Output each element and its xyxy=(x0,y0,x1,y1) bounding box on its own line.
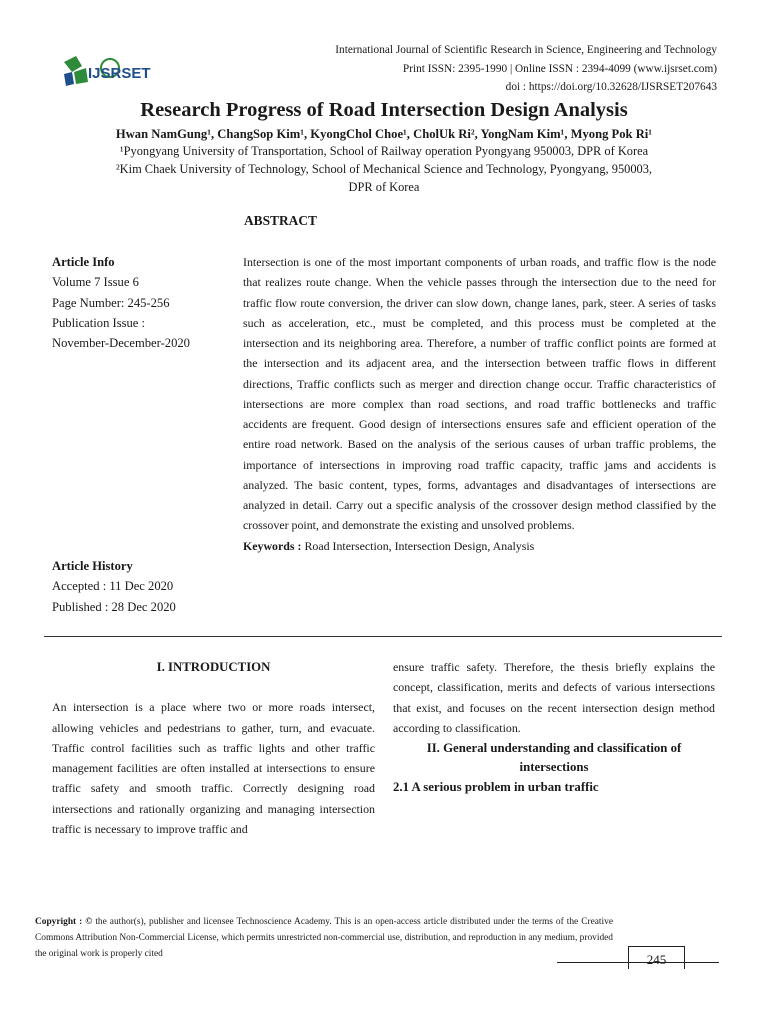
affiliation-2-cont: DPR of Korea xyxy=(348,180,420,194)
section-divider xyxy=(44,636,722,637)
copyright-notice xyxy=(35,914,613,963)
affiliation-1: ¹Pyongyang University of Transportation, School of Railway operation Pyongyang 950003, DPR of Korea xyxy=(119,144,649,158)
copyright-label: Copyright : © xyxy=(35,917,93,927)
article-info-heading: Article Info xyxy=(52,255,115,269)
logo-text: IJSRSET xyxy=(88,65,151,82)
keywords-line xyxy=(243,536,716,556)
page-number: 245 xyxy=(628,946,685,969)
volume: Volume 7 Issue 6 xyxy=(52,275,139,290)
intro-heading: I. INTRODUCTION xyxy=(156,660,271,674)
doi-link[interactable]: doi : https://doi.org/10.32628/IJSRSET207643 xyxy=(505,81,717,93)
keywords-label: Keywords : xyxy=(243,538,302,553)
journal-logo xyxy=(62,54,162,88)
published-date: Published : 28 Dec 2020 xyxy=(52,599,176,614)
keywords-value: Road Intersection, Intersection Design, Analysis xyxy=(304,538,535,553)
page-range: Page Number: 245-256 xyxy=(52,295,170,310)
journal-name: International Journal of Scientific Research in Science, Engineering and Technology xyxy=(335,44,717,56)
affiliation-2: ²Kim Chaek University of Technology, School of Mechanical Science and Technology, Pyongyang, 950003, xyxy=(115,162,653,176)
accepted-date: Accepted : 11 Dec 2020 xyxy=(52,579,174,594)
right-column xyxy=(393,657,715,797)
intro-column xyxy=(52,657,375,839)
author-list: Hwan NamGung¹, ChangSop Kim¹, KyongChol Choe¹, CholUk Ri², YongNam Kim¹, Myong Pok Ri¹ xyxy=(115,127,653,141)
publication-issue-value: November-December-2020 xyxy=(52,336,190,351)
intro-text: An intersection is a place where two or more roads intersect, allowing vehicles and pedestrians to gather, turn, and evacuate. Traffic control facilities such as traffic lights and other traffic management facilities are often installed at intersections to ensure traffic safety and smooth traffic. Correctly designing road intersections and rationally organizing and managing intersection traffic is necessary to improve traffic and xyxy=(52,700,375,836)
article-history-heading: Article History xyxy=(52,559,133,573)
abstract-heading: ABSTRACT xyxy=(244,213,317,228)
publication-issue-label: Publication Issue : xyxy=(52,315,146,330)
article-history xyxy=(52,556,232,617)
section2-heading: II. General understanding and classification of intersections xyxy=(426,741,682,774)
abstract-body xyxy=(243,252,716,556)
article-info xyxy=(52,252,232,353)
copyright-text: the author(s), publisher and licensee Technoscience Academy. This is an open-access article distributed under the terms of the Creative Commons Attribution Non-Commercial License, which permits unrestricted non-commercial use, distribution, and reproduction in any medium, provided the original work is properly cited xyxy=(35,917,613,960)
abstract-text: Intersection is one of the most important components of urban roads, and traffic flow is the node that realizes route change. When the vehicle passes through the intersection due to the need for traffic flow route conversion, the driver can slow down, change lanes, park, steer. A series of tasks such as acceleration, etc., must be completed, and this process must be completed at the intersection and its neighboring area. Therefore, a number of traffic conflict points are formed at the intersection and its adjacent area, and the intersection between traffic flows in different directions, Traffic conflicts such as merger and direction change occur. Traffic characteristics of intersections are more complex than road sections, and road traffic bottlenecks and traffic accidents are frequent. Good design of intersections ensures safe and efficient operation of the entire road network. Based on the analysis of the serious causes of urban traffic problems, the importance of intersections in improving road traffic capacity, traffic jams and accidents is analyzed. The basic content, types, forms, advantages and disadvantages of intersections are analyzed in detail. Carry out a specific analysis of the crossover design method classified by the crossover point, and demonstrate the existing and unsolved problems. xyxy=(243,255,716,533)
paper-title: Research Progress of Road Intersection Design Analysis xyxy=(140,99,628,121)
issn-line: Print ISSN: 2395-1990 | Online ISSN : 2394-4099 (www.ijsrset.com) xyxy=(402,63,717,75)
right-text: ensure traffic safety. Therefore, the thesis briefly explains the concept, classification, merits and defects of various intersections that exist, and focuses on the recent intersection design method according to classification. xyxy=(393,660,715,735)
subsection-heading: 2.1 A serious problem in urban traffic xyxy=(393,780,599,794)
